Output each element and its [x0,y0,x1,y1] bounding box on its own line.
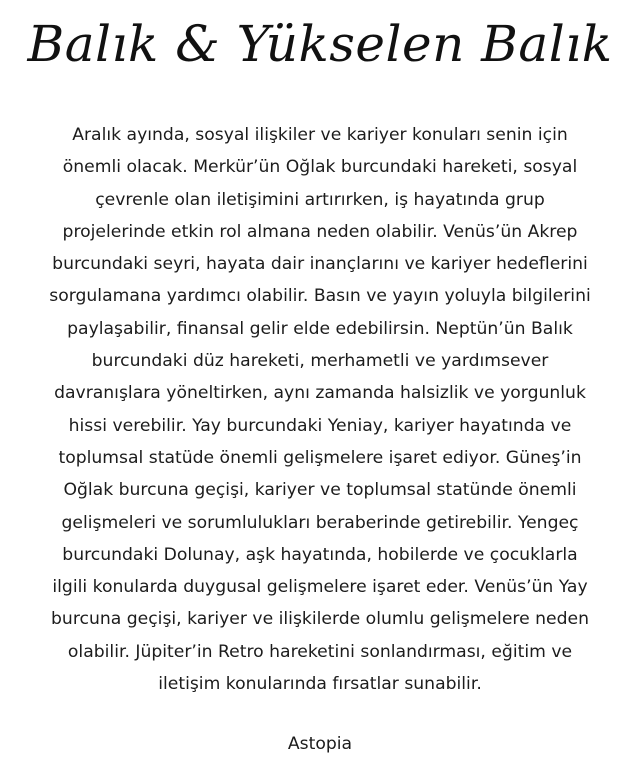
body-line: paylaşabilir, finansal gelir elde edebilirsin. Neptün’ün Balık [67,318,573,339]
body-line: burcundaki seyri, hayata dair inançlarını ve kariyer hedeflerini [52,254,588,275]
body-line: çevrenle olan iletişimini artırırken, iş hayatında grup [95,189,545,210]
body-line: gelişmeleri ve sorumlulukları beraberinde getirebilir. Yengeç [61,512,579,533]
signature: Astopia [287,734,353,754]
body-line: hissi verebilir. Yay burcundaki Yeniay, kariyer hayatında ve [68,415,572,436]
horoscope-body [20,119,620,700]
body-line: Aralık ayında, sosyal ilişkiler ve kariyer konuları senin için [72,125,568,145]
body-line: burcuna geçişi, kariyer ve ilişkilerde olumlu gelişmelere neden [51,609,589,630]
body-line: Oğlak burcuna geçişi, kariyer ve toplumsal statünde önemli [63,480,577,501]
body-line: önemli olacak. Merkür’ün Oğlak burcundaki hareketi, sosyal [62,157,578,178]
body-line: toplumsal statüde önemli gelişmelere işaret ediyor. Güneş’in [58,447,582,468]
body-line: ilgili konularda duygusal gelişmelere işaret eder. Venüs’ün Yay [52,577,588,598]
body-line: burcundaki Dolunay, aşk hayatında, hobilerde ve çocuklarla [62,544,578,565]
page-title: Balık & Yükselen Balık [27,15,613,73]
body-line: iletişim konularında fırsatlar sunabilir. [158,674,482,695]
body-line: davranışlara yöneltirken, aynı zamanda halsizlik ve yorgunluk [54,383,586,404]
body-line: burcundaki düz hareketi, merhametli ve yardımsever [91,351,549,372]
body-line: sorgulamana yardımcı olabilir. Basın ve yayın yoluyla bilgilerini [49,286,591,307]
body-line: projelerinde etkin rol almana neden olabilir. Venüs’ün Akrep [62,221,578,242]
body-line: olabilir. Jüpiter’in Retro hareketini sonlandırması, eğitim ve [67,641,573,662]
